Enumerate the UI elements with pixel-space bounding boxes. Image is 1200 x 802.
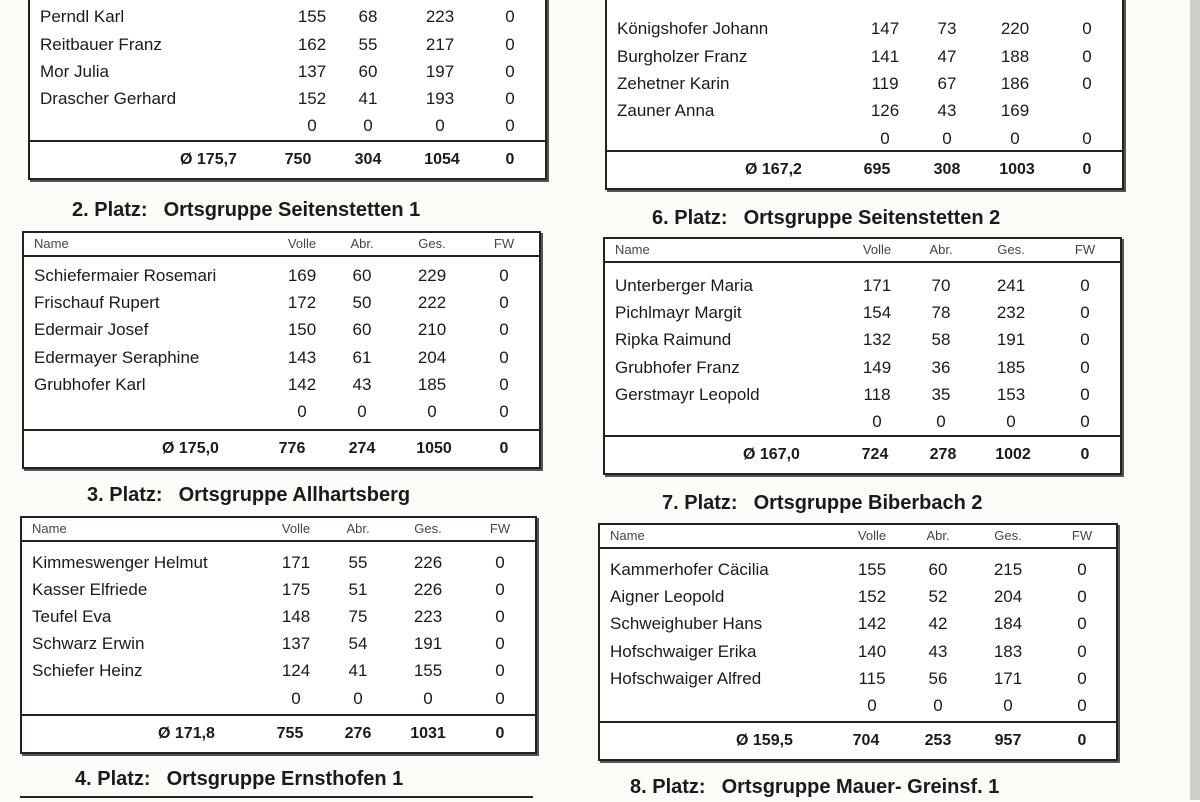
table-summary-row <box>600 721 1116 759</box>
abr-value: 50 <box>352 293 372 312</box>
column-header-abr: Abr. <box>346 521 370 536</box>
volle-value: 0 <box>867 696 877 715</box>
fw-total: 0 <box>1082 161 1092 178</box>
results-table-platz-6 <box>603 237 1122 475</box>
results-table-platz-3 <box>20 516 537 754</box>
fw-value: 0 <box>1077 642 1087 661</box>
volle-total: 750 <box>284 151 312 168</box>
ges-value: 197 <box>425 62 455 81</box>
place-label: 6. Platz: <box>652 207 728 229</box>
heading-platz-3 <box>87 484 410 507</box>
fw-total: 0 <box>1080 446 1090 463</box>
table-row <box>24 290 539 317</box>
table-row <box>30 113 545 140</box>
volle-value: 0 <box>297 402 307 421</box>
abr-value: 0 <box>933 696 943 715</box>
ges-value: 0 <box>435 116 445 135</box>
abr-total: 274 <box>348 440 376 457</box>
volle-value: 0 <box>291 689 301 708</box>
volle-value: 0 <box>872 412 882 431</box>
table-row <box>24 345 539 372</box>
abr-value: 52 <box>928 587 948 606</box>
player-name: Zehetner Karin <box>617 74 730 93</box>
team-name: Ortsgruppe Mauer- Greinsf. 1 <box>721 776 1000 798</box>
table-summary-row <box>605 435 1120 473</box>
ges-value: 0 <box>427 402 437 421</box>
table-row <box>600 584 1116 611</box>
fw-value: 0 <box>505 35 515 54</box>
ges-value: 184 <box>993 614 1023 633</box>
column-header-volle: Volle <box>857 528 887 543</box>
volle-value: 142 <box>287 375 317 394</box>
fw-value: 0 <box>505 89 515 108</box>
ges-value: 171 <box>993 669 1023 688</box>
column-header-fw: FW <box>1074 242 1096 257</box>
player-name: Grubhofer Franz <box>615 358 740 377</box>
abr-value: 41 <box>358 89 378 108</box>
table-row <box>607 71 1122 98</box>
results-table-left-top <box>28 0 547 180</box>
fw-value: 0 <box>495 580 505 599</box>
ges-value: 185 <box>417 375 447 394</box>
place-label: 2. Platz: <box>72 199 148 221</box>
table-row <box>605 273 1120 300</box>
abr-value: 67 <box>937 74 957 93</box>
team-name: Ortsgruppe Allhartsberg <box>178 484 411 506</box>
column-header-ges: Ges. <box>414 521 442 536</box>
player-name: Kasser Elfriede <box>32 580 148 599</box>
heading-platz-6 <box>652 207 1000 230</box>
player-name: Pichlmayr Margit <box>615 303 742 322</box>
ges-value: 0 <box>1006 412 1016 431</box>
table-header <box>600 525 1116 549</box>
table-row <box>600 557 1116 584</box>
column-header-volle: Volle <box>281 521 311 536</box>
abr-value: 60 <box>928 560 948 579</box>
fw-value: 0 <box>499 293 509 312</box>
heading-platz-7 <box>662 492 983 515</box>
ges-value: 204 <box>417 348 447 367</box>
volle-value: 152 <box>297 89 327 108</box>
ges-value: 226 <box>413 553 443 572</box>
volle-total: 724 <box>861 446 889 463</box>
volle-total: 755 <box>276 725 304 742</box>
volle-value: 171 <box>281 553 311 572</box>
abr-value: 54 <box>348 634 368 653</box>
fw-value: 0 <box>1077 614 1087 633</box>
abr-value: 51 <box>348 580 368 599</box>
volle-total: 704 <box>852 732 880 749</box>
ges-total: 1050 <box>416 440 452 457</box>
volle-value: 126 <box>870 101 900 120</box>
column-header-name: Name <box>615 242 650 257</box>
table-row <box>605 327 1120 354</box>
column-header-volle: Volle <box>287 236 317 251</box>
fw-value: 0 <box>1080 303 1090 322</box>
column-header-abr: Abr. <box>929 242 953 257</box>
ges-value: 188 <box>1000 47 1030 66</box>
fw-total: 0 <box>495 725 505 742</box>
ges-value: 232 <box>996 303 1026 322</box>
abr-value: 78 <box>931 303 951 322</box>
abr-value: 43 <box>352 375 372 394</box>
column-header-ges: Ges. <box>994 528 1022 543</box>
fw-total: 0 <box>1077 732 1087 749</box>
player-name: Edermair Josef <box>34 320 149 339</box>
table-row <box>607 16 1122 43</box>
volle-value: 175 <box>281 580 311 599</box>
player-name: Gerstmayr Leopold <box>615 385 760 404</box>
heading-platz-8 <box>630 776 999 799</box>
volle-value: 162 <box>297 35 327 54</box>
fw-value: 0 <box>505 116 515 135</box>
volle-value: 141 <box>870 47 900 66</box>
place-label: 7. Platz: <box>662 492 738 514</box>
abr-value: 0 <box>936 412 946 431</box>
ges-total: 957 <box>994 732 1022 749</box>
fw-value: 0 <box>495 553 505 572</box>
ges-value: 193 <box>425 89 455 108</box>
ges-value: 191 <box>413 634 443 653</box>
volle-value: 115 <box>858 669 886 688</box>
player-name: Königshofer Johann <box>617 19 769 38</box>
table-header <box>24 233 539 257</box>
volle-value: 137 <box>281 634 311 653</box>
fw-value: 0 <box>499 266 509 285</box>
ges-value: 183 <box>993 642 1023 661</box>
fw-value: 0 <box>495 689 505 708</box>
table-row <box>24 263 539 290</box>
table-row <box>607 98 1122 125</box>
table-row <box>600 666 1116 693</box>
ges-value: 191 <box>996 330 1026 349</box>
heading-platz-4 <box>75 768 403 791</box>
fw-value: 0 <box>1077 587 1087 606</box>
abr-value: 36 <box>931 358 951 377</box>
abr-value: 0 <box>353 689 363 708</box>
abr-value: 73 <box>937 19 957 38</box>
average-value: Ø 167,0 <box>743 446 800 463</box>
heading-platz-2 <box>72 199 420 222</box>
abr-value: 60 <box>352 320 372 339</box>
player-name: Hofschwaiger Erika <box>610 642 757 661</box>
abr-value: 42 <box>928 614 948 633</box>
fw-value: 0 <box>495 607 505 626</box>
results-table-right-top <box>605 0 1124 190</box>
player-name: Zauner Anna <box>617 101 715 120</box>
player-name: Kammerhofer Cäcilia <box>610 560 769 579</box>
abr-total: 276 <box>344 725 372 742</box>
volle-value: 155 <box>297 7 327 26</box>
abr-value: 60 <box>358 62 378 81</box>
ges-total: 1003 <box>999 161 1035 178</box>
abr-value: 55 <box>358 35 378 54</box>
player-name: Edermayer Seraphine <box>34 348 200 367</box>
ges-value: 185 <box>996 358 1026 377</box>
abr-value: 60 <box>352 266 372 285</box>
results-table-platz-2 <box>22 231 541 469</box>
player-name: Kimmeswenger Helmut <box>32 553 208 572</box>
ges-value: 0 <box>1010 129 1020 148</box>
abr-value: 47 <box>937 47 957 66</box>
volle-value: 154 <box>862 303 892 322</box>
table-row <box>24 317 539 344</box>
fw-value: 0 <box>495 634 505 653</box>
abr-total: 304 <box>354 151 382 168</box>
column-header-abr: Abr. <box>926 528 950 543</box>
column-header-name: Name <box>34 236 69 251</box>
table-row <box>30 86 545 113</box>
ges-value: 0 <box>423 689 433 708</box>
volle-value: 169 <box>287 266 317 285</box>
ges-total: 1031 <box>410 725 446 742</box>
abr-value: 75 <box>348 607 368 626</box>
results-table-platz-7 <box>598 523 1118 761</box>
player-name: Schiefermaier Rosemari <box>34 266 217 285</box>
volle-value: 152 <box>857 587 887 606</box>
volle-value: 171 <box>862 276 892 295</box>
ges-value: 229 <box>417 266 447 285</box>
column-header-fw: FW <box>1071 528 1093 543</box>
ges-value: 241 <box>996 276 1026 295</box>
column-header-ges: Ges. <box>418 236 446 251</box>
table-row <box>605 355 1120 382</box>
abr-value: 58 <box>931 330 951 349</box>
fw-value: 0 <box>1082 19 1092 38</box>
table-summary-row <box>607 150 1122 188</box>
fw-value: 0 <box>499 375 509 394</box>
fw-value: 0 <box>1080 358 1090 377</box>
next-table-edge <box>20 796 533 802</box>
ges-total: 1054 <box>424 151 460 168</box>
ges-value: 223 <box>425 7 455 26</box>
team-name: Ortsgruppe Seitenstetten 1 <box>163 199 421 221</box>
volle-value: 124 <box>281 661 311 680</box>
ges-value: 186 <box>1000 74 1030 93</box>
player-name: Hofschwaiger Alfred <box>610 669 762 688</box>
table-row <box>22 577 535 604</box>
team-name: Ortsgruppe Seitenstetten 2 <box>743 207 1001 229</box>
fw-value: 0 <box>505 62 515 81</box>
ges-value: 220 <box>1000 19 1030 38</box>
ges-value: 153 <box>996 385 1026 404</box>
place-label: 8. Platz: <box>630 776 706 798</box>
abr-total: 278 <box>929 446 957 463</box>
fw-value: 0 <box>1077 696 1087 715</box>
ges-value: 169 <box>1000 101 1030 120</box>
table-header <box>22 518 535 542</box>
table-row <box>22 550 535 577</box>
table-header <box>605 239 1120 263</box>
team-name: Ortsgruppe Biberbach 2 <box>753 492 983 514</box>
ges-value: 223 <box>413 607 443 626</box>
player-name: Reitbauer Franz <box>40 35 162 54</box>
average-value: Ø 175,0 <box>162 440 219 457</box>
table-row <box>22 604 535 631</box>
volle-value: 150 <box>287 320 317 339</box>
abr-value: 0 <box>357 402 367 421</box>
abr-total: 253 <box>924 732 952 749</box>
table-row <box>600 693 1116 720</box>
player-name: Mor Julia <box>40 62 109 81</box>
fw-total: 0 <box>499 440 509 457</box>
abr-value: 0 <box>942 129 952 148</box>
fw-value: 0 <box>499 348 509 367</box>
volle-value: 142 <box>857 614 887 633</box>
ges-value: 217 <box>425 35 455 54</box>
fw-value: 0 <box>1080 330 1090 349</box>
table-row <box>22 631 535 658</box>
table-row <box>600 639 1116 666</box>
table-row <box>605 300 1120 327</box>
volle-value: 132 <box>862 330 892 349</box>
column-header-abr: Abr. <box>350 236 374 251</box>
place-label: 3. Platz: <box>87 484 163 506</box>
player-name: Teufel Eva <box>32 607 112 626</box>
fw-value: 0 <box>499 320 509 339</box>
player-name: Schwarz Erwin <box>32 634 145 653</box>
fw-value: 0 <box>1082 129 1092 148</box>
volle-value: 155 <box>857 560 887 579</box>
place-label: 4. Platz: <box>75 768 151 790</box>
table-summary-row <box>30 140 545 178</box>
table-row <box>607 44 1122 71</box>
abr-total: 308 <box>933 161 961 178</box>
fw-value: 0 <box>1082 74 1092 93</box>
player-name: Unterberger Maria <box>615 276 753 295</box>
table-row <box>607 126 1122 153</box>
player-name: Grubhofer Karl <box>34 375 146 394</box>
volle-value: 148 <box>281 607 311 626</box>
column-header-fw: FW <box>493 236 515 251</box>
ges-value: 222 <box>417 293 447 312</box>
abr-value: 56 <box>928 669 948 688</box>
column-header-volle: Volle <box>862 242 892 257</box>
player-name: Schiefer Heinz <box>32 661 143 680</box>
volle-value: 140 <box>857 642 887 661</box>
table-row <box>30 4 545 31</box>
volle-value: 0 <box>880 129 890 148</box>
volle-total: 776 <box>278 440 306 457</box>
column-header-ges: Ges. <box>997 242 1025 257</box>
team-name: Ortsgruppe Ernsthofen 1 <box>166 768 404 790</box>
table-row <box>22 686 535 713</box>
player-name: Perndl Karl <box>40 7 125 26</box>
table-row <box>600 611 1116 638</box>
fw-value: 0 <box>505 7 515 26</box>
ges-total: 1002 <box>995 446 1031 463</box>
player-name: Burgholzer Franz <box>617 47 748 66</box>
player-name: Frischauf Rupert <box>34 293 160 312</box>
volle-value: 0 <box>307 116 317 135</box>
player-name: Drascher Gerhard <box>40 89 177 108</box>
fw-value: 0 <box>1080 412 1090 431</box>
ges-value: 0 <box>1003 696 1013 715</box>
average-value: Ø 175,7 <box>180 151 237 168</box>
fw-value: 0 <box>495 661 505 680</box>
ges-value: 226 <box>413 580 443 599</box>
column-header-fw: FW <box>489 521 511 536</box>
abr-value: 41 <box>348 661 368 680</box>
fw-value: 0 <box>499 402 509 421</box>
volle-value: 137 <box>297 62 327 81</box>
table-row <box>24 399 539 426</box>
volle-total: 695 <box>863 161 891 178</box>
table-row <box>605 409 1120 436</box>
volle-value: 149 <box>862 358 892 377</box>
fw-value: 0 <box>1080 276 1090 295</box>
abr-value: 0 <box>363 116 373 135</box>
average-value: Ø 171,8 <box>158 725 215 742</box>
abr-value: 43 <box>937 101 957 120</box>
player-name: Ripka Raimund <box>615 330 732 349</box>
player-name: Schweighuber Hans <box>610 614 763 633</box>
average-value: Ø 159,5 <box>736 732 793 749</box>
column-header-name: Name <box>32 521 67 536</box>
column-header-name: Name <box>610 528 645 543</box>
abr-value: 43 <box>928 642 948 661</box>
volle-value: 147 <box>870 19 900 38</box>
player-name: Aigner Leopold <box>610 587 725 606</box>
volle-value: 172 <box>287 293 317 312</box>
table-row <box>24 372 539 399</box>
fw-total: 0 <box>505 151 515 168</box>
fw-value: 0 <box>1082 47 1092 66</box>
ges-value: 210 <box>417 320 447 339</box>
page-edge-shadow <box>1190 0 1200 800</box>
ges-value: 204 <box>993 587 1023 606</box>
abr-value: 55 <box>348 553 368 572</box>
table-row <box>30 59 545 86</box>
ges-value: 155 <box>413 661 443 680</box>
abr-value: 61 <box>352 348 372 367</box>
fw-value: 0 <box>1077 669 1087 688</box>
table-summary-row <box>24 429 539 467</box>
table-summary-row <box>22 714 535 752</box>
table-row <box>30 32 545 59</box>
ges-value: 215 <box>993 560 1023 579</box>
abr-value: 70 <box>931 276 951 295</box>
table-row <box>605 382 1120 409</box>
table-row <box>22 658 535 685</box>
abr-value: 68 <box>358 7 378 26</box>
fw-value: 0 <box>1080 385 1090 404</box>
volle-value: 118 <box>863 385 891 404</box>
abr-value: 35 <box>931 385 951 404</box>
fw-value: 0 <box>1077 560 1087 579</box>
volle-value: 143 <box>287 348 317 367</box>
average-value: Ø 167,2 <box>745 161 802 178</box>
volle-value: 119 <box>871 74 899 93</box>
